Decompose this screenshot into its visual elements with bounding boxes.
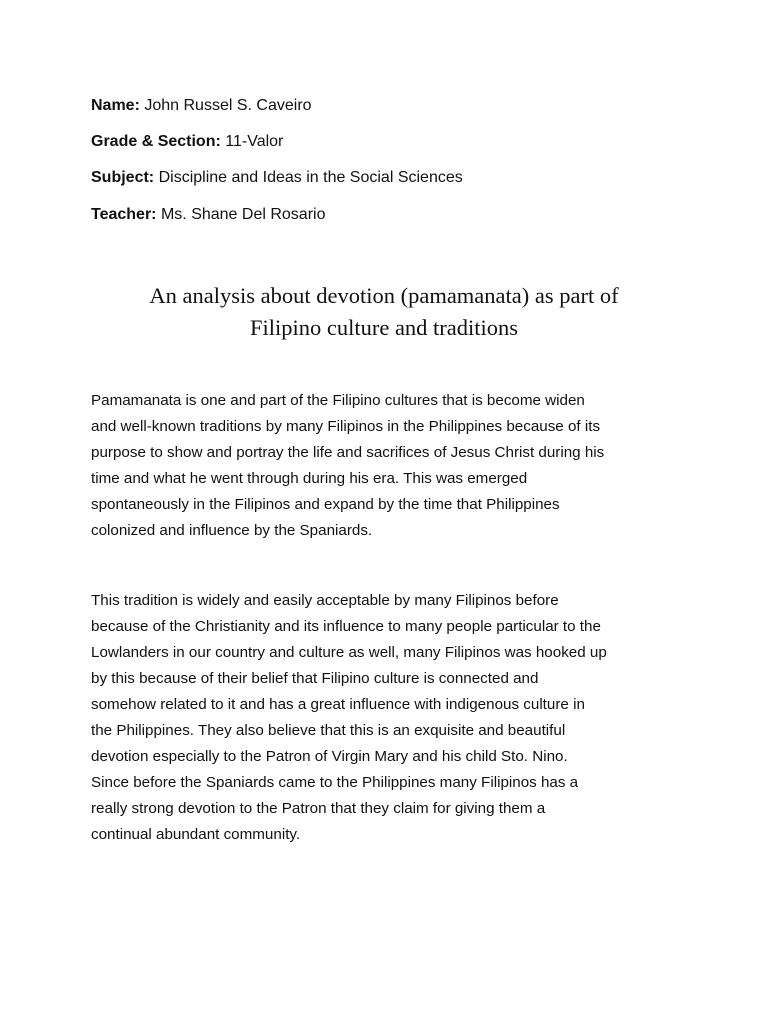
paragraph-line: Lowlanders in our country and culture as well, many Filipinos was hooked up: [91, 644, 607, 661]
paragraph-2: [91, 588, 691, 848]
teacher-line: [91, 205, 325, 225]
paragraph-line: the Philippines. They also believe that this is an exquisite and beautiful: [91, 722, 566, 739]
subject-label: Subject:: [91, 169, 155, 186]
paragraph-line: This tradition is widely and easily acceptable by many Filipinos before: [91, 592, 559, 609]
paragraph-line: time and what he went through during his era. This was emerged: [91, 470, 528, 487]
paragraph-line: continual abundant community.: [91, 826, 301, 843]
paragraph-line: devotion especially to the Patron of Virgin Mary and his child Sto. Nino.: [91, 748, 568, 765]
grade-section-value: 11-Valor: [225, 133, 284, 150]
name-value: John Russel S. Caveiro: [144, 97, 312, 114]
grade-section-line: [91, 132, 283, 152]
essay-title-line-2: Filipino culture and traditions: [249, 315, 519, 340]
paragraph-line: and well-known traditions by many Filipinos in the Philippines because of its: [91, 418, 601, 435]
subject-line: [91, 168, 463, 188]
grade-section-label: Grade & Section:: [91, 133, 221, 150]
paragraph-1: [91, 388, 691, 544]
essay-title-line-1: An analysis about devotion (pamamanata) as part of: [149, 283, 619, 308]
paragraph-line: somehow related to it and has a great influence with indigenous culture in: [91, 696, 585, 713]
teacher-value: Ms. Shane Del Rosario: [160, 206, 326, 223]
paragraph-line: really strong devotion to the Patron that they claim for giving them a: [91, 800, 546, 817]
paragraph-line: Pamamanata is one and part of the Filipino cultures that is become widen: [91, 392, 585, 409]
paragraph-line: spontaneously in the Filipinos and expand by the time that Philippines: [91, 496, 560, 513]
paragraph-line: purpose to show and portray the life and sacrifices of Jesus Christ during his: [91, 444, 605, 461]
paragraph-line: Since before the Spaniards came to the Philippines many Filipinos has a: [91, 774, 579, 791]
essay-title: [60, 280, 708, 344]
paragraph-line: by this because of their belief that Filipino culture is connected and: [91, 670, 539, 687]
subject-value: Discipline and Ideas in the Social Sciences: [158, 169, 463, 186]
paragraph-line: because of the Christianity and its influence to many people particular to the: [91, 618, 601, 635]
teacher-label: Teacher:: [91, 206, 157, 223]
paragraph-line: colonized and influence by the Spaniards.: [91, 522, 373, 539]
name-label: Name:: [91, 97, 140, 114]
name-line: [91, 96, 312, 116]
